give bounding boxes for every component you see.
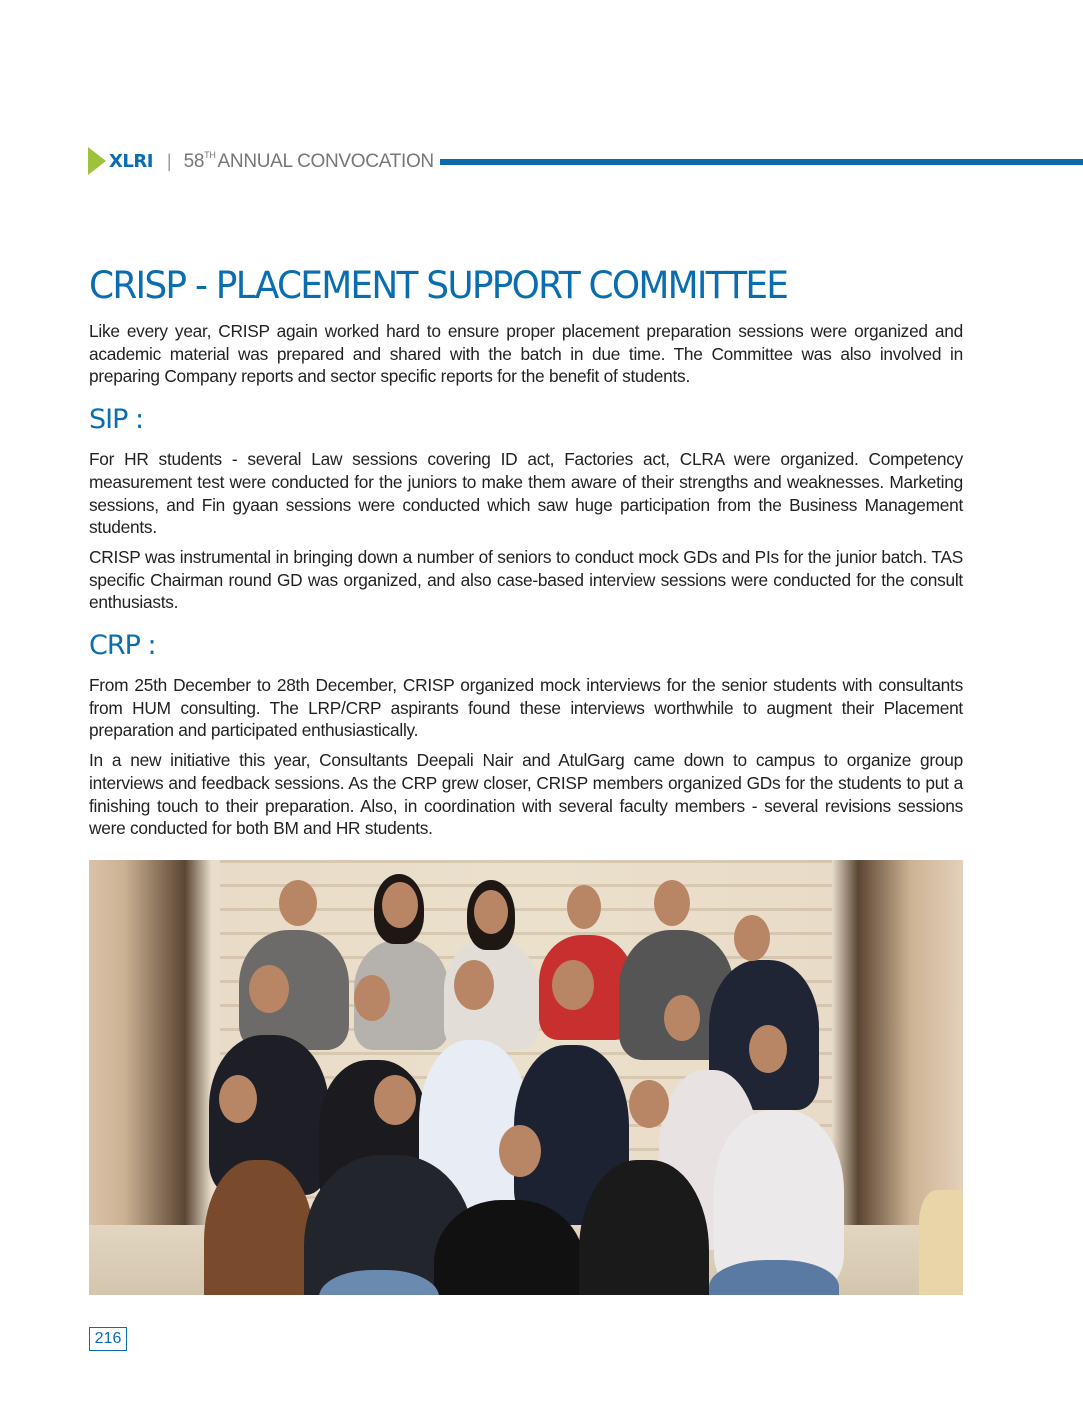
sip-paragraph-1: For HR students - several Law sessions covering ID act, Factories act, CLRA were organized. Competency measurement test were conducted for the juniors to make them aware of their strengths and weaknesses. Marketing sessions, and Fin gyaan sessions were conducted which saw huge participation from the Business Management students. [89, 449, 963, 538]
photo-face [749, 1025, 787, 1073]
edition-suffix: TH [204, 149, 216, 160]
article [89, 262, 963, 840]
crp-paragraph-2: In a new initiative this year, Consultants Deepali Nair and AtulGarg came down to campus to organize group interviews and feedback sessions. As the CRP grew closer, CRISP members organized GDs for the students to put a finishing touch to their preparation. Also, in coordination with several faculty members - several revisions sessions were conducted for both BM and HR students. [89, 750, 963, 839]
page-number: 216 [89, 1327, 127, 1351]
page-header [88, 145, 1083, 177]
photo-face [382, 882, 418, 928]
photo-face [374, 1075, 416, 1125]
xlri-logo-arrow-icon [88, 147, 106, 175]
header-separator: | [166, 150, 172, 171]
sip-paragraph-2: CRISP was instrumental in bringing down a number of seniors to conduct mock GDs and PIs for the junior batch. TAS specific Chairman round GD was organized, and also case-based interview sessions were conducted for the consult enthusiasts. [89, 546, 963, 613]
photo-face [664, 995, 700, 1041]
photo-face [552, 960, 594, 1010]
photo-face [734, 915, 770, 961]
crp-paragraph-1: From 25th December to 28th December, CRISP organized mock interviews for the senior students with consultants from HUM consulting. The LRP/CRP aspirants found these interviews worthwhile to augment their Placement preparation and participated enthusiastically. [89, 675, 963, 741]
intro-paragraph: Like every year, CRISP again worked hard to ensure proper placement preparation sessions were organized and academic material was prepared and shared with the batch in due time. The Committee was also involved in preparing Company reports and sector specific reports for the benefit of students. [89, 321, 963, 387]
photo-face [279, 880, 317, 926]
photo-face [567, 885, 601, 929]
photo-face [499, 1125, 541, 1177]
photo-person [204, 1160, 314, 1295]
photo-face [654, 880, 690, 926]
convocation-title [184, 150, 434, 173]
photo-face [354, 975, 390, 1021]
event-name: ANNUAL CONVOCATION [217, 150, 434, 172]
photo-face [454, 960, 494, 1010]
photo-chair [919, 1190, 963, 1295]
photo-face [629, 1080, 669, 1128]
photo-face [474, 890, 508, 934]
section-heading-sip: SIP : [89, 404, 144, 436]
photo-face [249, 965, 289, 1013]
header-rule [440, 159, 1083, 165]
group-photo [89, 860, 963, 1295]
edition-number: 58 [183, 150, 205, 172]
section-heading-crp: CRP : [89, 630, 156, 662]
brand-logo: XLRI [109, 150, 153, 172]
article-title: CRISP - PLACEMENT SUPPORT COMMITTEE [89, 264, 788, 307]
photo-face [219, 1075, 257, 1123]
